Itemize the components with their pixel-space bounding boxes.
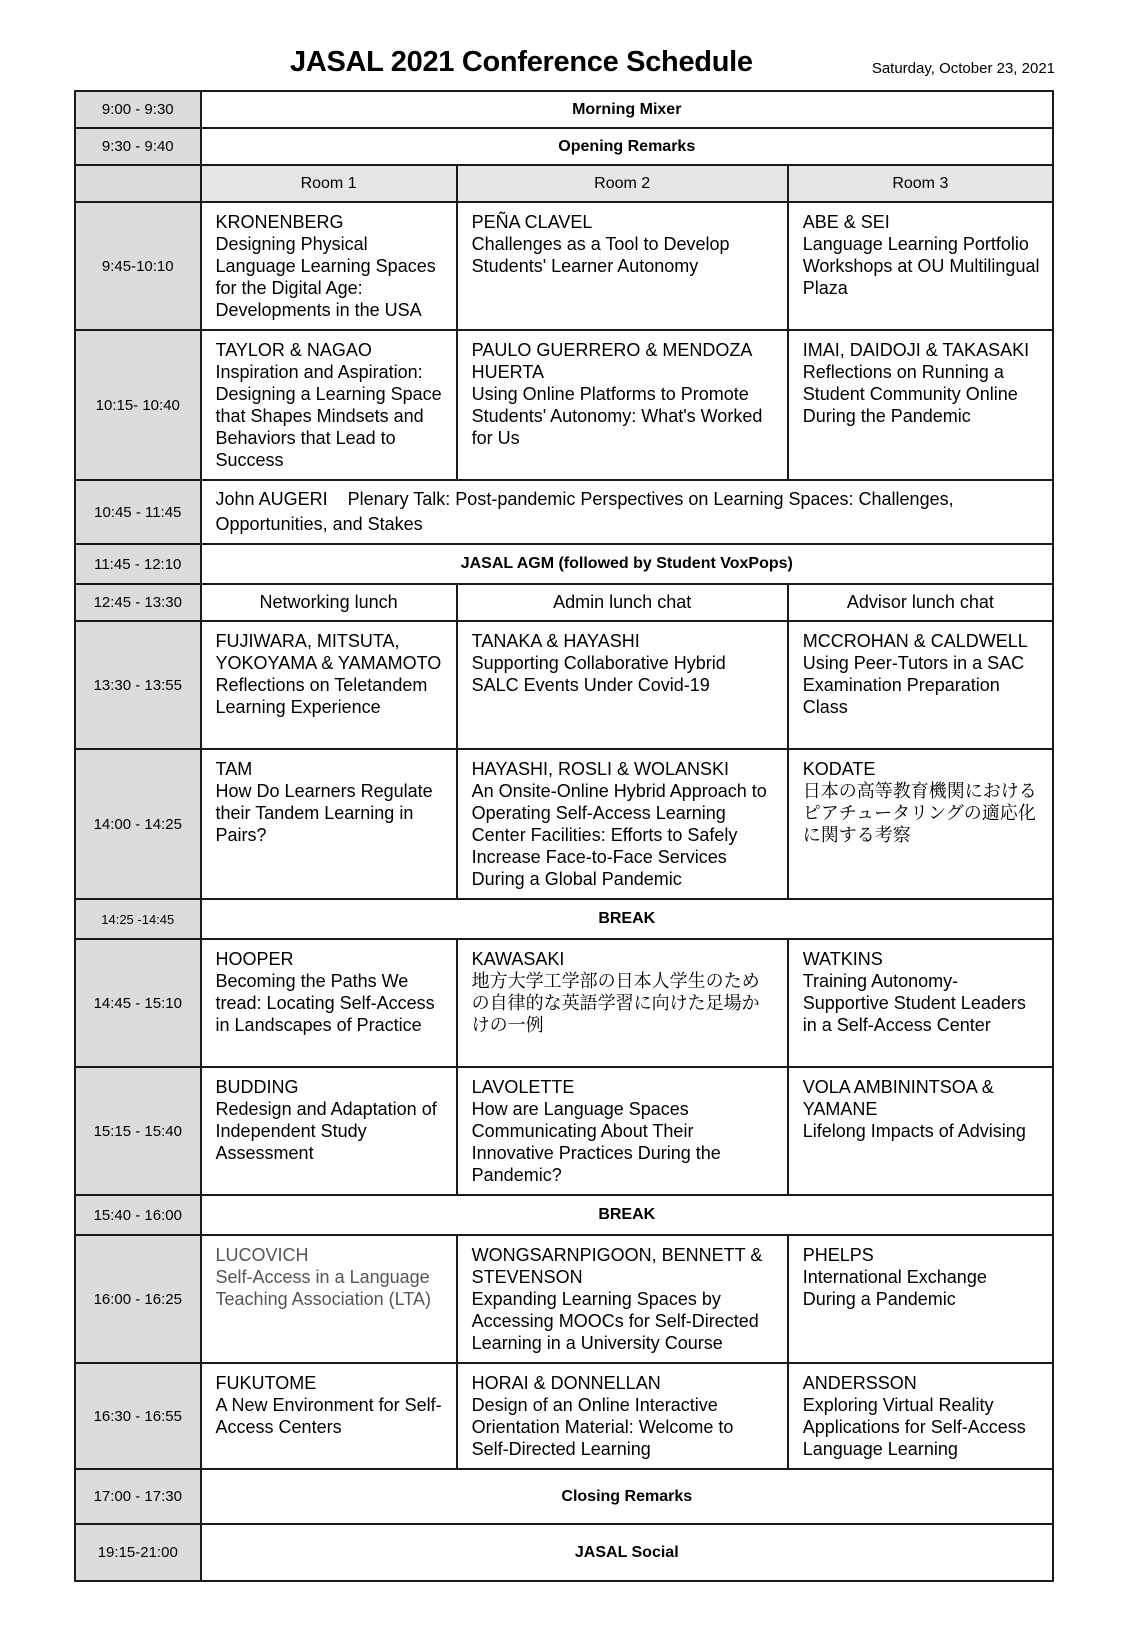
page-header [0,38,1125,88]
schedule-row [75,749,1053,899]
plenary-event: Closing Remarks [201,1469,1053,1524]
session-title: 地方大学工学部の日本人学生のための自律的な英語学習に向けた足場かけの一例 [471,971,760,1035]
time-slot: 19:15-21:00 [75,1524,201,1581]
presenter: MCCROHAN & CALDWELL [802,631,1028,651]
presenter: KRONENBERG [215,212,344,232]
session-cell [788,202,1053,330]
schedule-row [75,899,1053,939]
session-cell [788,330,1053,480]
session-title: A New Environment for Self-Access Centers [215,1395,442,1437]
session-title: Challenges as a Tool to Develop Students' Learner Autonomy [471,234,730,276]
lunch-session: Advisor lunch chat [788,584,1053,621]
plenary-event: Morning Mixer [201,91,1053,128]
session-title: Inspiration and Aspiration: Designing a Learning Space that Shapes Mindsets and Behaviors that Lead to Success [215,362,442,470]
time-slot: 9:30 - 9:40 [75,128,201,165]
session-cell [457,1067,788,1195]
session-title: Designing Physical Language Learning Spaces for the Digital Age: Developments in the USA [215,234,436,320]
time-slot: 9:45-10:10 [75,202,201,330]
presenter: TAYLOR & NAGAO [215,340,372,360]
plenary-talk: John AUGERI Plenary Talk: Post-pandemic Perspectives on Learning Spaces: Challenges, Opportunities, and Stakes [201,480,1053,544]
presenter: TAM [215,759,253,779]
session-cell [788,939,1053,1067]
presenter: BUDDING [215,1077,299,1097]
time-slot: 16:30 - 16:55 [75,1363,201,1469]
session-cell [201,202,457,330]
time-slot: 14:25 -14:45 [75,899,201,939]
session-title: Becoming the Paths We tread: Locating Self-Access in Landscapes of Practice [215,971,435,1035]
time-slot: 16:00 - 16:25 [75,1235,201,1363]
session-cell [457,749,788,899]
time-slot: 15:40 - 16:00 [75,1195,201,1235]
session-cell [201,1363,457,1469]
schedule-row [75,621,1053,749]
room-header: Room 1 [201,165,457,202]
session-title: Using Peer-Tutors in a SAC Examination Preparation Class [802,653,1025,717]
lunch-session: Admin lunch chat [457,584,788,621]
session-cell [788,1235,1053,1363]
room-header: Room 2 [457,165,788,202]
schedule-row [75,330,1053,480]
presenter: ABE & SEI [802,212,890,232]
presenter: ANDERSSON [802,1373,917,1393]
session-title: Expanding Learning Spaces by Accessing MOOCs for Self-Directed Learning in a University Course [471,1289,759,1353]
schedule-table [74,90,1054,1582]
time-slot: 14:45 - 15:10 [75,939,201,1067]
session-cell [788,1363,1053,1469]
presenter: PAULO GUERRERO & MENDOZA HUERTA [471,340,752,382]
time-slot: 10:45 - 11:45 [75,480,201,544]
plenary-event: JASAL AGM (followed by Student VoxPops) [201,544,1053,584]
presenter: VOLA AMBININTSOA & YAMANE [802,1077,994,1119]
presenter: KODATE [802,759,876,779]
schedule-row [75,1363,1053,1469]
time-slot: 15:15 - 15:40 [75,1067,201,1195]
presenter: PEÑA CLAVEL [471,212,593,232]
session-title: Reflections on Running a Student Community Online During the Pandemic [802,362,1018,426]
schedule-row [75,1524,1053,1581]
plenary-event: Opening Remarks [201,128,1053,165]
session-cell [457,1235,788,1363]
schedule-row [75,480,1053,544]
schedule-row [75,91,1053,128]
schedule-row [75,128,1053,165]
schedule-row [75,1235,1053,1363]
session-title: Supporting Collaborative Hybrid SALC Events Under Covid-19 [471,653,726,695]
session-title: Lifelong Impacts of Advising [802,1121,1026,1141]
session-title: Reflections on Teletandem Learning Experience [215,675,428,717]
session-title: Redesign and Adaptation of Independent Study Assessment [215,1099,437,1163]
presenter: LUCOVICH [215,1245,309,1265]
presenter: WATKINS [802,949,883,969]
session-cell [201,749,457,899]
time-slot: 11:45 - 12:10 [75,544,201,584]
schedule-row [75,544,1053,584]
session-cell [201,330,457,480]
time-slot: 12:45 - 13:30 [75,584,201,621]
schedule-row [75,1067,1053,1195]
time-slot: 13:30 - 13:55 [75,621,201,749]
presenter: PHELPS [802,1245,874,1265]
session-cell [201,1067,457,1195]
session-title: Language Learning Portfolio Workshops at OU Multilingual Plaza [802,234,1040,298]
presenter: WONGSARNPIGOON, BENNETT & STEVENSON [471,1245,763,1287]
time-slot: 14:00 - 14:25 [75,749,201,899]
session-cell [457,330,788,480]
session-cell [201,1235,457,1363]
session-title: How Do Learners Regulate their Tandem Learning in Pairs? [215,781,433,845]
lunch-session: Networking lunch [201,584,457,621]
schedule-row [75,1469,1053,1524]
presenter: FUJIWARA, MITSUTA, YOKOYAMA & YAMAMOTO [215,631,442,673]
presenter: HORAI & DONNELLAN [471,1373,661,1393]
session-cell [201,939,457,1067]
session-title: International Exchange During a Pandemic [802,1267,987,1309]
presenter: FUKUTOME [215,1373,317,1393]
session-title: An Onsite-Online Hybrid Approach to Operating Self-Access Learning Center Facilities: Efforts to Safely Increase Face-to-Face Services During a Global Pandemic [471,781,767,889]
plenary-event: JASAL Social [201,1524,1053,1581]
session-cell [457,621,788,749]
presenter: HOOPER [215,949,294,969]
page-title: JASAL 2021 Conference Schedule [290,46,753,78]
break-event: BREAK [201,899,1053,939]
presenter: TANAKA & HAYASHI [471,631,640,651]
presenter: LAVOLETTE [471,1077,575,1097]
session-cell [788,749,1053,899]
session-cell [788,621,1053,749]
room-header: Room 3 [788,165,1053,202]
session-title: Design of an Online Interactive Orientation Material: Welcome to Self-Directed Learning [471,1395,734,1459]
schedule-row [75,1195,1053,1235]
session-title: Using Online Platforms to Promote Students' Autonomy: What's Worked for Us [471,384,763,448]
time-slot: 17:00 - 17:30 [75,1469,201,1524]
session-title: How are Language Spaces Communicating About Their Innovative Practices During the Pandemic? [471,1099,721,1185]
schedule-date: Saturday, October 23, 2021 [871,60,1055,77]
session-title: Exploring Virtual Reality Applications for Self-Access Language Learning [802,1395,1026,1459]
session-title: Training Autonomy-Supportive Student Leaders in a Self-Access Center [802,971,1026,1035]
break-event: BREAK [201,1195,1053,1235]
session-cell [457,202,788,330]
room-header-row [75,165,1053,202]
time-slot: 9:00 - 9:30 [75,91,201,128]
session-cell [788,1067,1053,1195]
schedule-row [75,202,1053,330]
schedule-row [75,584,1053,621]
time-slot: 10:15- 10:40 [75,330,201,480]
schedule-row [75,939,1053,1067]
time-slot-empty [75,165,201,202]
session-cell [457,939,788,1067]
session-cell [201,621,457,749]
session-title: 日本の高等教育機関におけるピアチュータリングの適応化に関する考察 [802,781,1037,845]
presenter: IMAI, DAIDOJI & TAKASAKI [802,340,1030,360]
presenter: KAWASAKI [471,949,565,969]
presenter: HAYASHI, ROSLI & WOLANSKI [471,759,730,779]
session-cell [457,1363,788,1469]
session-title: Self-Access in a Language Teaching Association (LTA) [215,1267,431,1309]
